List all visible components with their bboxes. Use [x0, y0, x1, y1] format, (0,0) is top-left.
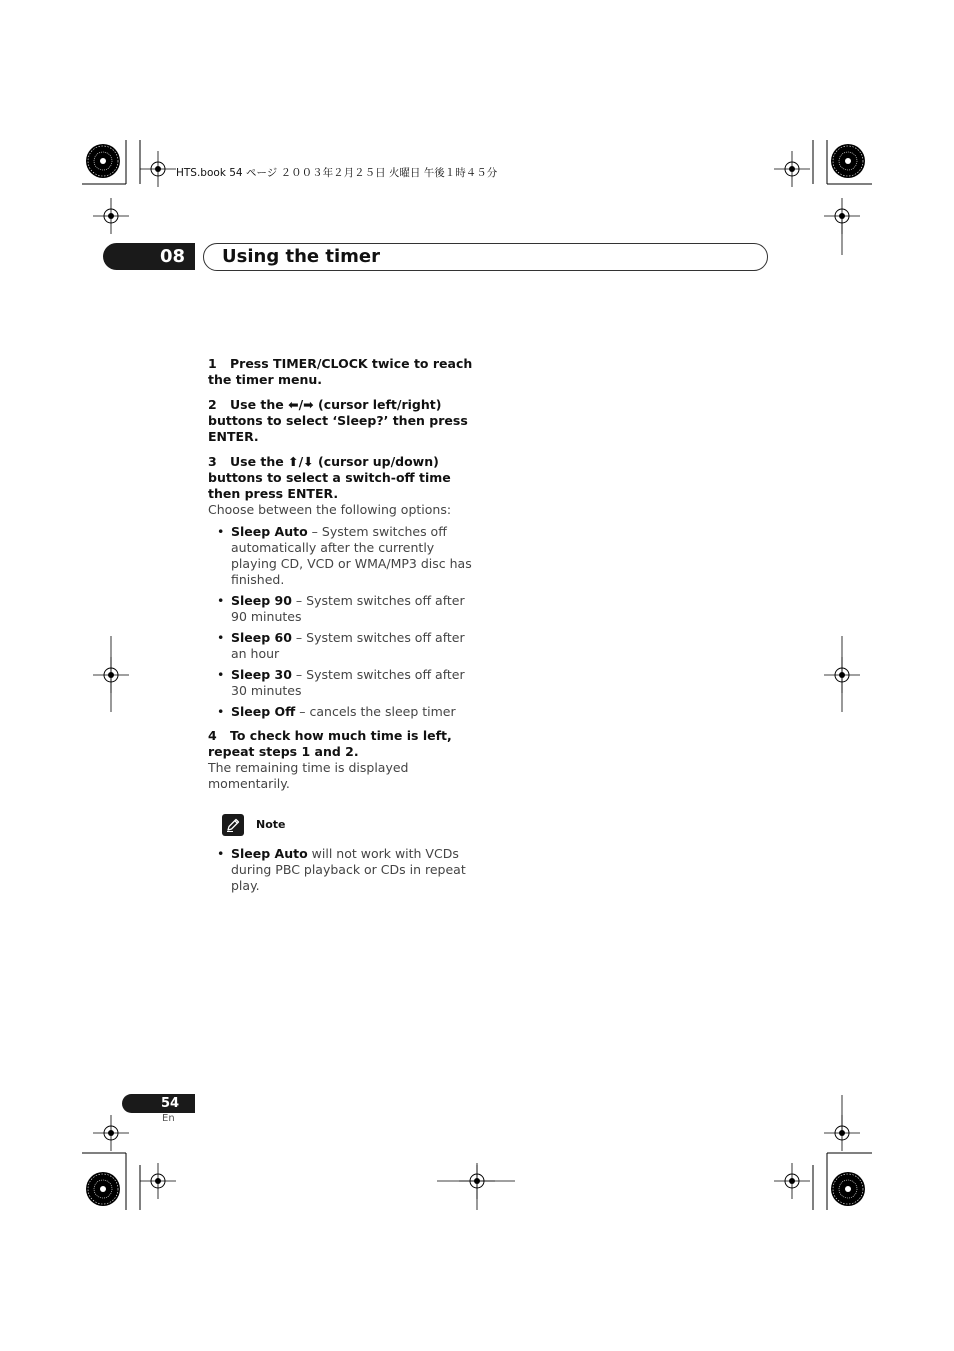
print-header: HTS.book 54 ページ ２００３年２月２５日 火曜日 午後１時４５分	[176, 167, 498, 179]
step-number: 4	[208, 728, 217, 743]
option-text: – System switches off automatically after the currently playing CD, VCD or WMA/MP3 disc has finished.	[231, 524, 472, 587]
step-number: 2	[208, 397, 217, 412]
step-number: 1	[208, 356, 217, 371]
step-1	[208, 356, 480, 388]
list-item	[208, 846, 480, 894]
step-text: To check how much time is left, repeat steps 1 and 2.	[208, 728, 452, 759]
pencil-icon	[222, 814, 244, 836]
bullet: •	[217, 704, 225, 719]
note-item-name: Sleep Auto	[231, 846, 308, 861]
option-name: Sleep Auto	[231, 524, 308, 539]
list-item	[208, 593, 480, 625]
list-item	[208, 524, 480, 588]
bullet: •	[217, 667, 225, 682]
option-name: Sleep Off	[231, 704, 296, 719]
chapter-number: 08	[159, 246, 186, 267]
option-name: Sleep 30	[231, 667, 292, 682]
step-number: 3	[208, 454, 217, 469]
chapter-title: Using the timer	[222, 246, 380, 267]
sleep-options-list	[208, 524, 480, 720]
step-3	[208, 454, 480, 502]
step-text: Use the ⬆/⬇ (cursor up/down) buttons to select a switch-off time then press ENTER.	[208, 454, 451, 501]
bullet: •	[217, 630, 225, 645]
list-item	[208, 667, 480, 699]
main-content	[208, 356, 480, 902]
page-number: 54	[160, 1096, 180, 1111]
step-4	[208, 728, 480, 760]
option-text: – cancels the sleep timer	[295, 704, 456, 719]
list-item	[208, 704, 480, 720]
note-item-text: will not work with VCDs during PBC playback or CDs in repeat play.	[231, 846, 466, 893]
bullet: •	[217, 846, 225, 861]
list-item	[208, 630, 480, 662]
bullet: •	[217, 593, 225, 608]
step-text: Use the ⬅/➡ (cursor left/right) buttons to select ‘Sleep?’ then press ENTER.	[208, 397, 468, 444]
step-text: Press TIMER/CLOCK twice to reach the timer menu.	[208, 356, 473, 387]
step-2	[208, 397, 480, 445]
step-description: The remaining time is displayed momentarily.	[208, 760, 409, 791]
option-text: – System switches off after 30 minutes	[231, 667, 465, 698]
option-text: – System switches off after 90 minutes	[231, 593, 465, 624]
page-language: En	[162, 1113, 175, 1124]
step-description: Choose between the following options:	[208, 502, 452, 517]
note-label: Note	[256, 818, 286, 831]
bullet: •	[217, 524, 225, 539]
note-header	[222, 814, 480, 836]
option-text: – System switches off after an hour	[231, 630, 465, 661]
note-list	[208, 846, 480, 894]
option-name: Sleep 60	[231, 630, 292, 645]
option-name: Sleep 90	[231, 593, 292, 608]
